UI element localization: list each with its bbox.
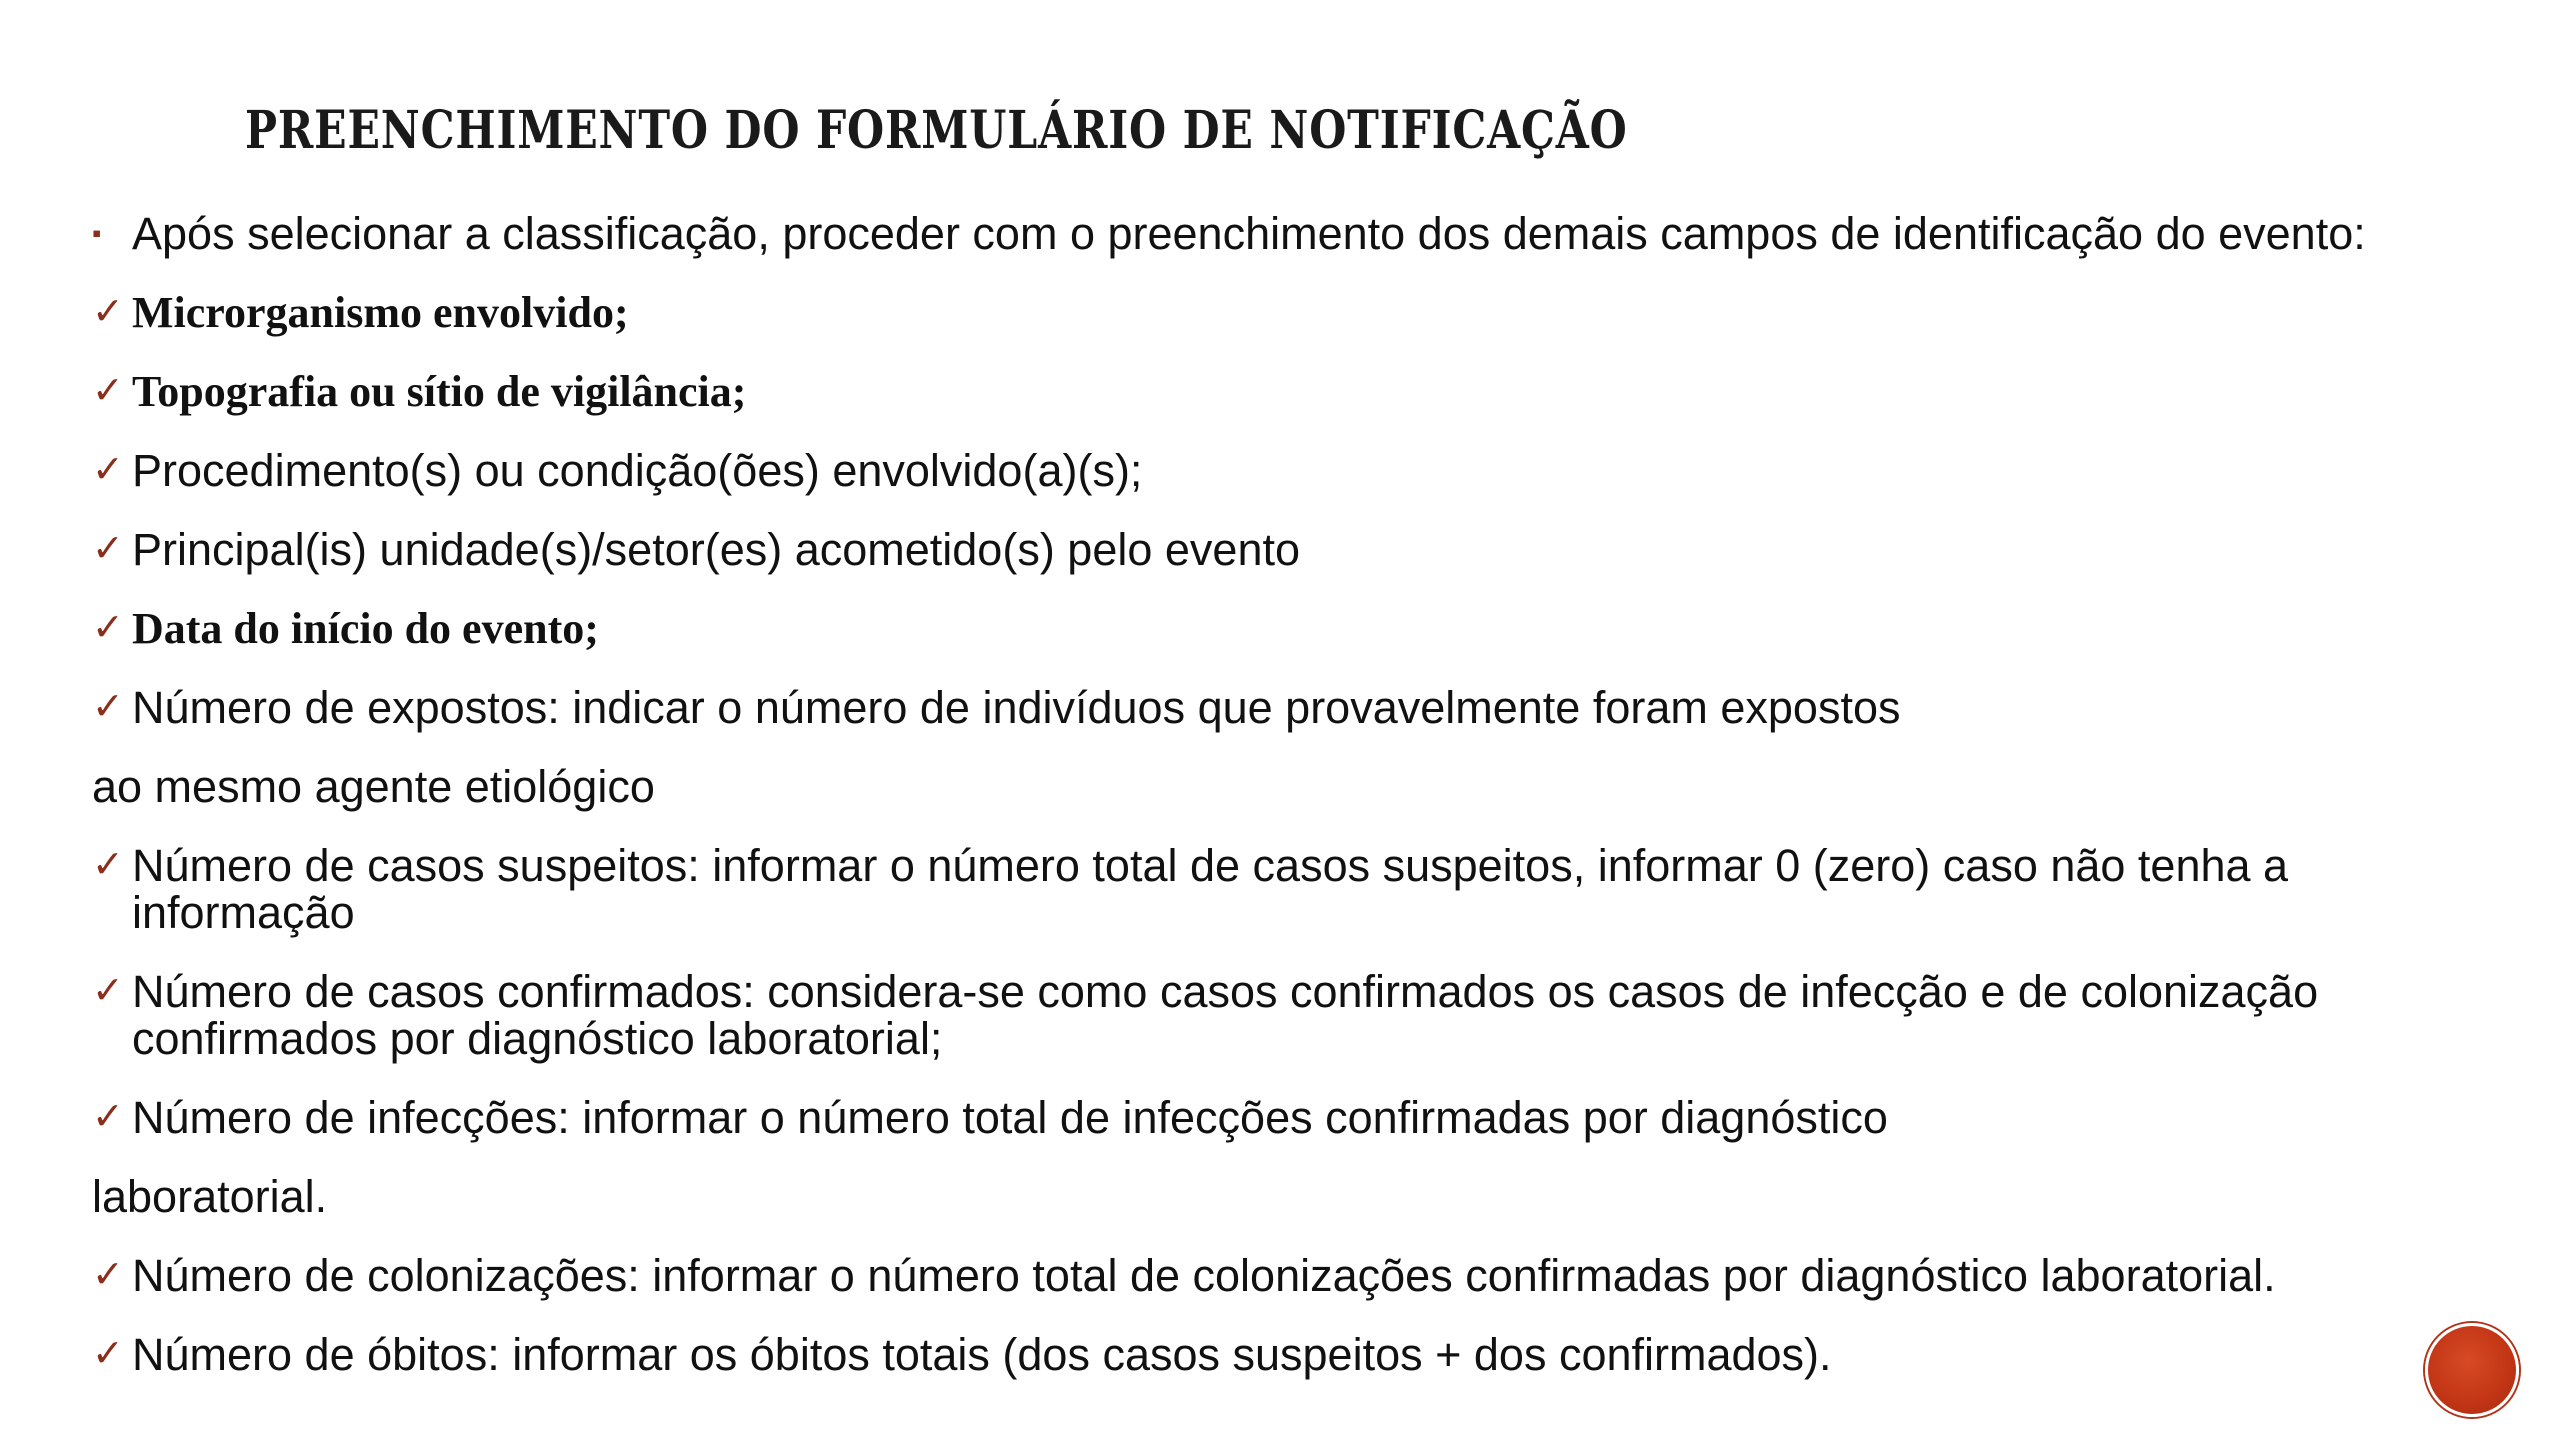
slide-content [92, 210, 2522, 1410]
list-item [92, 1252, 2522, 1299]
list-item-text: Topografia ou sítio de vigilância; [132, 367, 747, 416]
checkmark-icon: ✓ [92, 686, 124, 728]
list-item [92, 842, 2522, 936]
checkmark-icon: ✓ [92, 1254, 124, 1296]
list-item [92, 968, 2522, 1062]
slide-title: PREENCHIMENTO DO FORMULÁRIO DE NOTIFICAÇÃO [245, 100, 1628, 161]
intro-text: Após selecionar a classificação, proceder com o preenchimento dos demais campos de identificação do evento: [132, 208, 2366, 259]
continuation-text: laboratorial. [92, 1171, 328, 1222]
square-bullet-icon: ▪ [92, 218, 102, 248]
list-item-text: Número de infecções: informar o número total de infecções confirmadas por diagnóstico [132, 1092, 1888, 1143]
checkmark-icon: ✓ [92, 370, 124, 412]
checkmark-icon: ✓ [92, 970, 124, 1012]
list-item [92, 447, 2522, 494]
circle-nav-icon[interactable] [2425, 1323, 2519, 1417]
checkmark-icon: ✓ [92, 528, 124, 570]
list-item-text: Procedimento(s) ou condição(ões) envolvido(a)(s); [132, 445, 1143, 496]
continuation-text: ao mesmo agente etiológico [92, 761, 655, 812]
list-item-text: Principal(is) unidade(s)/setor(es) acometido(s) pelo evento [132, 524, 1301, 575]
list-item-text: Número de casos suspeitos: informar o número total de casos suspeitos, informar 0 (zero) caso não tenha a informação [132, 840, 2289, 938]
list-item-text: Número de óbitos: informar os óbitos totais (dos casos suspeitos + dos confirmados). [132, 1329, 1832, 1380]
list-item [92, 684, 2522, 731]
list-item-text: Data do início do evento; [132, 604, 599, 653]
checkmark-icon: ✓ [92, 607, 124, 649]
list-item [92, 1094, 2522, 1141]
checkmark-icon: ✓ [92, 1096, 124, 1138]
checkmark-icon: ✓ [92, 291, 124, 333]
list-item-text: Número de expostos: indicar o número de indivíduos que provavelmente foram expostos [132, 682, 1901, 733]
checkmark-icon: ✓ [92, 1333, 124, 1375]
list-item [92, 368, 2522, 415]
list-item [92, 605, 2522, 652]
checkmark-icon: ✓ [92, 844, 124, 886]
list-item [92, 526, 2522, 573]
list-item [92, 1331, 2522, 1378]
list-item [92, 289, 2522, 336]
list-item-text: Número de colonizações: informar o número total de colonizações confirmadas por diagnóstico laboratorial. [132, 1250, 2276, 1301]
intro-bullet [92, 210, 2522, 257]
list-item-text: Número de casos confirmados: considera-se como casos confirmados os casos de infecção e de colonização confirmados por diagnóstico laboratorial; [132, 966, 2319, 1064]
checkmark-icon: ✓ [92, 449, 124, 491]
list-item-text: Microrganismo envolvido; [132, 288, 629, 337]
